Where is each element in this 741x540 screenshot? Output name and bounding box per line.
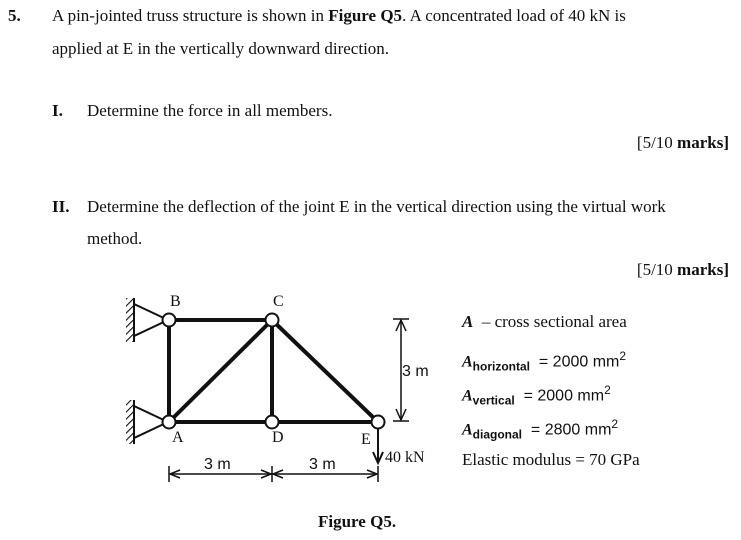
joint-c [266,314,279,327]
part1-marks-word: marks] [677,133,729,152]
dim-height-label: 3 m [402,363,429,380]
joint-d [266,416,279,429]
part1-text: Determine the force in all members. [87,101,333,120]
area-horizontal [462,346,626,377]
area-vertical [462,380,611,411]
area-vertical-value: = 2000 mm [523,387,605,405]
part2-marks-word: marks] [677,260,729,279]
node-label-b: B [170,293,181,310]
part2-text-line2: method. [87,229,143,248]
area-definition [462,312,627,332]
part1-marks-num: [5/10 [636,133,673,152]
node-label-a: A [172,429,184,446]
node-label-e: E [361,431,371,448]
figure-caption: Figure Q5. [318,512,397,531]
intro-post: . A concentrated load of 40 kN is [402,6,626,25]
area-vertical-subscript: vertical [472,393,515,408]
member-ac [169,320,272,422]
area-diagonal-value: = 2800 mm [530,421,612,439]
question-intro-line2: applied at E in the vertically downward direction. [52,39,390,58]
area-horizontal-exp: 2 [619,349,627,363]
elastic-modulus: Elastic modulus = 70 GPa [462,450,640,469]
intro-pre: A pin-jointed truss structure is shown in [52,6,329,25]
joint-b [163,314,176,327]
dim-span2-label: 3 m [309,456,336,473]
part2-text: Determine the deflection of the joint E in the vertical direction using the virtual work [87,197,666,216]
area-vertical-exp: 2 [604,383,611,397]
area-diagonal-exp: 2 [611,417,619,431]
area-horizontal-value: = 2000 mm [538,353,620,371]
load-label: 40 kN [385,449,425,466]
node-label-d: D [272,429,284,446]
part1-label: I. [52,101,63,120]
area-diagonal-subscript: diagonal [472,427,523,442]
dim-span1-label: 3 m [204,456,231,473]
question-number: 5. [8,6,21,25]
part2-label: II. [52,197,70,216]
area-symbol: A [462,312,474,331]
area-vertical-symbol: A [462,387,473,405]
joint-a [163,416,176,429]
area-diagonal-symbol: A [462,421,473,439]
joint-e [372,416,385,429]
node-label-c: C [273,293,284,310]
area-diagonal [462,414,618,445]
member-ce [272,320,378,422]
area-description: – cross sectional area [481,312,627,331]
span-dimension [169,466,378,482]
area-horizontal-subscript: horizontal [472,359,530,374]
area-horizontal-symbol: A [462,353,473,371]
part2-marks-num: [5/10 [636,260,673,279]
load-arrow [373,428,383,463]
figure-reference: Figure Q5 [328,6,403,25]
